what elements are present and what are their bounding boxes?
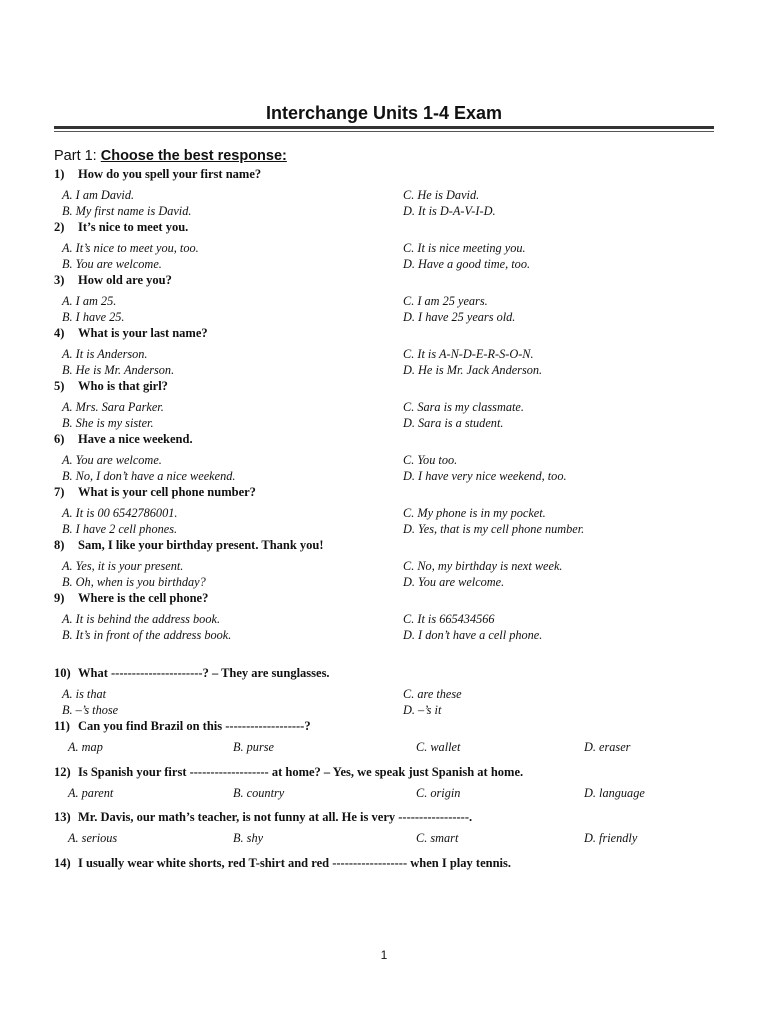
question	[54, 665, 724, 681]
answer-option: D. I have 25 years old.	[403, 309, 516, 324]
page-number: 1	[380, 948, 388, 962]
answer-option: C. origin	[416, 785, 461, 800]
answer-option: B. I have 2 cell phones.	[62, 521, 178, 536]
question-number: 1)	[54, 167, 65, 181]
question-number: 9)	[54, 591, 65, 605]
answer-option: C. wallet	[416, 740, 461, 754]
answer-option: B. You are welcome.	[62, 256, 162, 271]
answer-option: A. Mrs. Sara Parker.	[62, 400, 164, 414]
answer-option: B. –’s those	[62, 702, 119, 717]
answer-option: A. Yes, it is your present.	[62, 559, 184, 573]
question	[54, 431, 724, 447]
answer-option: A. serious	[68, 831, 118, 845]
answer-option: D. eraser	[584, 740, 631, 754]
question-list	[54, 166, 724, 871]
answer-option: B. She is my sister.	[62, 415, 154, 430]
question	[54, 272, 724, 288]
title-rule-thin	[54, 131, 714, 132]
answer-options	[54, 294, 724, 325]
answer-options	[54, 740, 724, 756]
answer-option: D. I have very nice weekend, too.	[403, 468, 567, 483]
question	[54, 484, 724, 500]
answer-option: A. It is Anderson.	[62, 347, 148, 361]
question-text: Is Spanish your first ------------------- at home? – Yes, we speak just Spanish at home.	[78, 764, 524, 779]
answer-option: B. Oh, when is you birthday?	[62, 574, 206, 589]
answer-option: D. friendly	[584, 831, 638, 845]
question-number: 11)	[54, 719, 70, 733]
question-number: 12)	[54, 764, 71, 779]
question-number: 4)	[54, 326, 65, 340]
answer-options	[54, 188, 724, 219]
answer-option: D. You are welcome.	[403, 574, 505, 589]
answer-option: B. It’s in front of the address book.	[62, 627, 232, 642]
question-text: It’s nice to meet you.	[78, 220, 189, 234]
question-text: How old are you?	[78, 273, 172, 287]
question-text: What is your cell phone number?	[78, 485, 256, 499]
answer-option: D. It is D-A-V-I-D.	[403, 203, 496, 218]
answer-options	[54, 400, 724, 431]
question-number: 2)	[54, 220, 65, 234]
answer-option: C. Sara is my classmate.	[403, 400, 524, 414]
question-text: Mr. Davis, our math’s teacher, is not funny at all. He is very -----------------.	[78, 810, 473, 824]
answer-option: D. I don’t have a cell phone.	[403, 627, 543, 642]
question-number: 8)	[54, 538, 65, 552]
answer-option: C. smart	[416, 831, 459, 845]
question-number: 14)	[54, 855, 71, 870]
answer-option: D. Yes, that is my cell phone number.	[403, 521, 585, 536]
answer-option: B. shy	[233, 831, 264, 845]
answer-option: C. It is 665434566	[403, 612, 495, 626]
answer-option: D. Sara is a student.	[403, 415, 504, 430]
answer-option: C. You too.	[403, 453, 458, 467]
answer-option: B. purse	[233, 740, 274, 754]
question	[54, 718, 724, 734]
answer-options	[54, 506, 724, 537]
question-text: Who is that girl?	[78, 379, 168, 393]
question	[54, 764, 724, 780]
answer-option: D. Have a good time, too.	[403, 256, 531, 271]
exam-title: Interchange Units 1-4 Exam	[265, 103, 503, 123]
answer-option: D. He is Mr. Jack Anderson.	[403, 362, 543, 377]
question-number: 3)	[54, 273, 65, 287]
answer-option: A. parent	[68, 785, 114, 800]
answer-options	[54, 453, 724, 484]
question	[54, 219, 724, 235]
answer-option: C. He is David.	[403, 188, 480, 202]
answer-option: B. No, I don’t have a nice weekend.	[62, 468, 236, 483]
part-label: Part 1:	[54, 148, 97, 164]
answer-option: D. language	[584, 785, 645, 800]
answer-option: C. are these	[403, 687, 462, 701]
answer-options	[54, 241, 724, 272]
question	[54, 325, 724, 341]
answer-options	[54, 786, 724, 802]
question-text: How do you spell your first name?	[78, 167, 262, 181]
question-text: I usually wear white shorts, red T-shirt and red ------------------ when I play tennis.	[78, 855, 511, 870]
title-rule	[54, 126, 714, 129]
question	[54, 855, 724, 871]
answer-option: B. country	[233, 785, 285, 800]
question	[54, 590, 724, 606]
answer-options	[54, 687, 724, 718]
question-number: 5)	[54, 379, 65, 393]
question-number: 13)	[54, 810, 71, 824]
answer-option: A. I am David.	[62, 188, 135, 202]
answer-option: A. It is behind the address book.	[62, 612, 221, 626]
question	[54, 537, 724, 553]
answer-option: C. No, my birthday is next week.	[403, 559, 563, 573]
answer-option: C. It is nice meeting you.	[403, 241, 526, 255]
answer-option: B. He is Mr. Anderson.	[62, 362, 175, 377]
answer-option: B. I have 25.	[62, 309, 125, 324]
answer-option: A. I am 25.	[62, 294, 117, 308]
answer-options	[54, 559, 724, 590]
answer-option: A. You are welcome.	[62, 453, 162, 467]
answer-option: B. My first name is David.	[62, 203, 192, 218]
answer-option: C. My phone is in my pocket.	[403, 506, 546, 520]
question	[54, 166, 724, 182]
answer-options	[54, 831, 724, 847]
question-number: 7)	[54, 485, 65, 499]
answer-option: C. It is A-N-D-E-R-S-O-N.	[403, 347, 534, 361]
question-text: Where is the cell phone?	[78, 591, 209, 605]
question	[54, 809, 724, 825]
answer-options	[54, 612, 724, 643]
answer-option: D. –’s it	[403, 702, 442, 717]
question-text: Can you find Brazil on this -------------------?	[78, 719, 311, 733]
part-instruction: Choose the best response:	[100, 148, 287, 164]
question-text: What ----------------------? – They are sunglasses.	[78, 666, 330, 680]
answer-options	[54, 347, 724, 378]
question-text: What is your last name?	[78, 326, 208, 340]
answer-option: A. is that	[62, 687, 107, 701]
answer-option: C. I am 25 years.	[403, 294, 488, 308]
question	[54, 378, 724, 394]
answer-option: A. It is 00 6542786001.	[62, 506, 178, 520]
question-number: 6)	[54, 432, 65, 446]
answer-option: A. map	[68, 740, 103, 754]
answer-option: A. It’s nice to meet you, too.	[62, 241, 199, 255]
question-text: Have a nice weekend.	[78, 432, 193, 446]
question-text: Sam, I like your birthday present. Thank you!	[78, 538, 324, 552]
part-heading	[54, 148, 287, 164]
question-number: 10)	[54, 666, 71, 680]
